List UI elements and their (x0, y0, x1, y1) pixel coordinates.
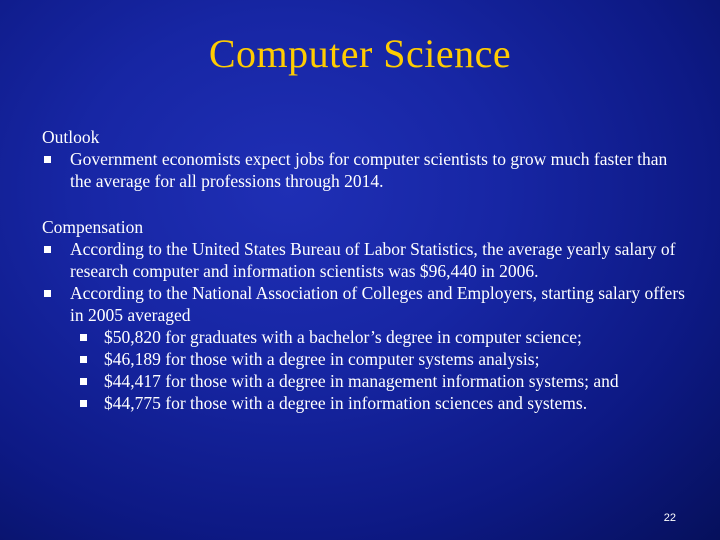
square-bullet-icon (44, 156, 51, 163)
salary-sub-bullet (42, 392, 692, 414)
salary-sub-bullet-text: $44,417 for those with a degree in management information systems; and (104, 371, 619, 391)
compensation-bullet-text: According to the United States Bureau of Labor Statistics, the average yearly salary of research computer and information scientists was $96,440 in 2006. (70, 239, 676, 281)
square-bullet-icon (80, 378, 87, 385)
compensation-bullet (42, 238, 692, 282)
square-bullet-icon (80, 400, 87, 407)
compensation-heading: Compensation (42, 217, 144, 237)
compensation-bullet-text: According to the National Association of Colleges and Employers, starting salary offers in 2005 averaged (70, 283, 685, 325)
slide-content (42, 126, 692, 414)
square-bullet-icon (44, 290, 51, 297)
slide-title: Computer Science (208, 31, 512, 76)
salary-sub-bullet-text: $44,775 for those with a degree in information sciences and systems. (104, 393, 588, 413)
page-number: 22 (663, 512, 676, 524)
compensation-bullet (42, 282, 692, 326)
salary-sub-bullet-text: $46,189 for those with a degree in computer systems analysis; (104, 349, 540, 369)
section-spacer (42, 192, 692, 216)
square-bullet-icon (44, 246, 51, 253)
salary-sub-bullet (42, 370, 692, 392)
square-bullet-icon (80, 334, 87, 341)
outlook-heading: Outlook (42, 127, 100, 147)
salary-sub-bullet-text: $50,820 for graduates with a bachelor’s degree in computer science; (104, 327, 582, 347)
salary-sub-bullet (42, 326, 692, 348)
salary-sub-bullet (42, 348, 692, 370)
outlook-bullet-text: Government economists expect jobs for computer scientists to grow much faster than the average for all professions through 2014. (70, 149, 668, 191)
square-bullet-icon (80, 356, 87, 363)
outlook-bullet (42, 148, 692, 192)
